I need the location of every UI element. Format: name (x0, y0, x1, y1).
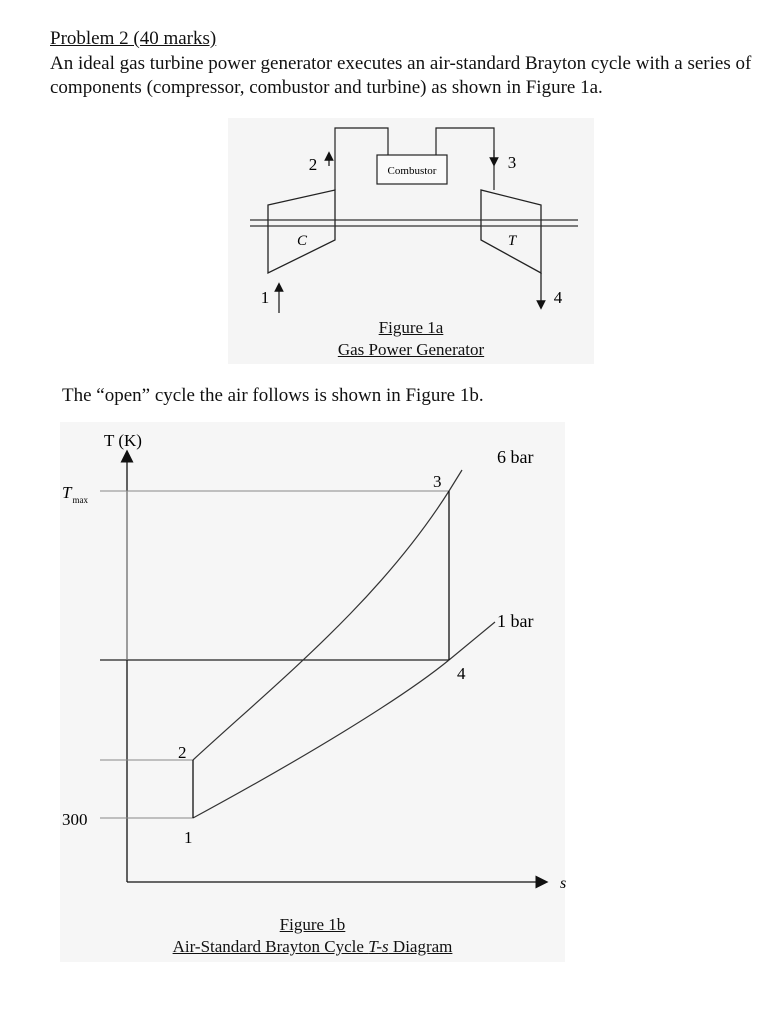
fig1b-state-2: 2 (178, 743, 187, 762)
figure-1b-caption-title: Air-Standard Brayton Cycle T-s Diagram (172, 937, 453, 956)
high-pressure-label: 6 bar (497, 447, 534, 467)
turbine-label: T (507, 233, 517, 249)
x-axis-label: s (560, 875, 567, 892)
low-pressure-label: 1 bar (497, 611, 534, 631)
compressor-label: C (296, 233, 308, 249)
problem-heading: Problem 2 (40 marks) (50, 28, 217, 49)
isobar-6-bar (193, 470, 462, 760)
y-axis-label: T (K) (104, 431, 142, 450)
isobar-1-bar (193, 622, 495, 818)
open-cycle-text: The “open” cycle the air follows is shown in Figure 1b. (62, 385, 484, 406)
fig1a-state-4: 4 (553, 288, 563, 307)
tmax-label: $T_{max}$ (62, 483, 88, 505)
problem-intro: An ideal gas turbine power generator executes an air-standard Brayton cycle with a series of components (compressor, combustor and turbine) as shown in Figure 1a. (50, 53, 752, 98)
fig1a-state-2: 2 (308, 155, 318, 174)
fig1b-state-4: 4 (457, 664, 466, 683)
fig1a-state-3: 3 (507, 153, 517, 172)
fig1a-state-1: 1 (260, 288, 270, 307)
figure-1a-caption-number: Figure 1a (378, 318, 444, 337)
figure-1a-caption-title: Gas Power Generator (337, 340, 485, 359)
fig1b-state-1: 1 (184, 828, 193, 847)
fig1b-state-3: 3 (433, 472, 442, 491)
t300-label: 300 (62, 810, 88, 829)
combustor-label: Combustor (387, 165, 437, 177)
figure-1b-caption-number: Figure 1b (279, 915, 346, 934)
